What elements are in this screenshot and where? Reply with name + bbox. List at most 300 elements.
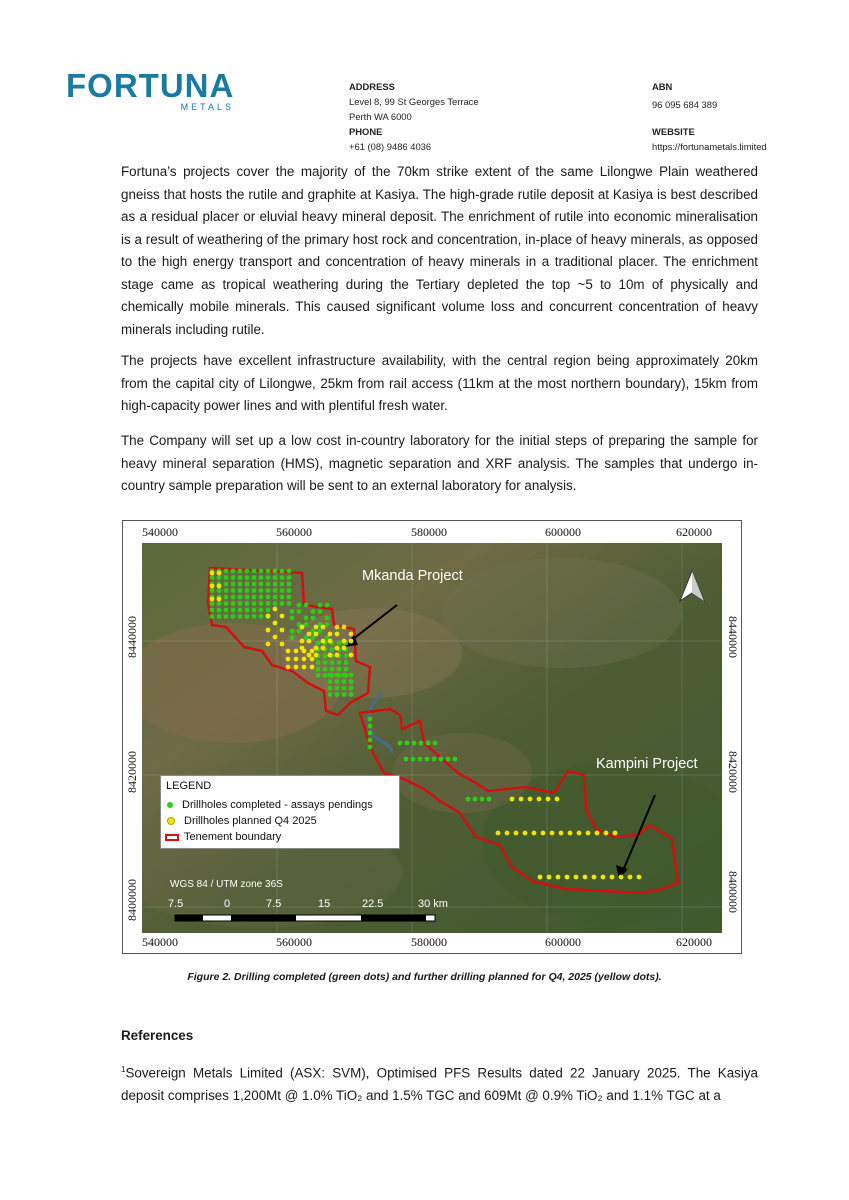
drillhole-completed-dot [266, 595, 271, 600]
x-tick-bottom-4: 600000 [545, 935, 581, 949]
drillhole-planned-dot [300, 625, 305, 630]
drillhole-planned-dot [302, 657, 307, 662]
drillhole-planned-dot [349, 632, 354, 637]
drillhole-planned-dot [528, 797, 533, 802]
drillhole-completed-dot [323, 660, 328, 665]
drillhole-completed-dot [411, 757, 416, 762]
drillhole-completed-dot [252, 614, 257, 619]
drillhole-completed-dot [238, 601, 243, 606]
reference-superscript: 1 [121, 1065, 126, 1074]
drillhole-completed-dot [316, 641, 321, 646]
drillhole-planned-dot [314, 632, 319, 637]
drillhole-completed-dot [337, 667, 342, 672]
scale-label-5: 22.5 [362, 898, 384, 910]
drillhole-completed-dot [224, 588, 229, 593]
drillhole-planned-dot [574, 875, 579, 880]
drillhole-completed-dot [323, 673, 328, 678]
legend-planned-label: Drillholes planned Q4 2025 [184, 815, 317, 827]
scale-bar [175, 915, 435, 921]
drillhole-completed-dot [217, 588, 222, 593]
drillhole-completed-dot [245, 601, 250, 606]
drillhole-planned-dot [210, 571, 215, 576]
drillhole-completed-dot [330, 647, 335, 652]
drillhole-completed-dot [217, 608, 222, 613]
drillhole-completed-dot [342, 692, 347, 697]
drillhole-planned-dot [314, 625, 319, 630]
drillhole-planned-dot [328, 639, 333, 644]
drillhole-completed-dot [311, 616, 316, 621]
header-address-block [349, 79, 479, 154]
drillhole-completed-dot [266, 588, 271, 593]
drillhole-completed-dot [330, 660, 335, 665]
drillhole-completed-dot [316, 673, 321, 678]
y-tick-right-1: 8440000 [726, 616, 740, 658]
yellow-dot-icon [167, 817, 175, 825]
abn-value: 96 095 684 389 [652, 99, 718, 110]
drillhole-completed-dot [304, 603, 309, 608]
drillhole-completed-dot [328, 692, 333, 697]
drillhole-completed-dot [245, 575, 250, 580]
drillhole-planned-dot [328, 653, 333, 658]
legend-row-completed [167, 798, 373, 812]
company-logo [66, 68, 246, 112]
drillhole-completed-dot [344, 654, 349, 659]
drillhole-completed-dot [259, 575, 264, 580]
drillhole-completed-dot [231, 595, 236, 600]
drillhole-planned-dot [546, 797, 551, 802]
drillhole-planned-dot [637, 875, 642, 880]
drillhole-completed-dot [266, 575, 271, 580]
drillhole-planned-dot [314, 653, 319, 658]
drillhole-completed-dot [245, 608, 250, 613]
green-dot-icon [167, 802, 173, 808]
drillhole-planned-dot [565, 875, 570, 880]
drillhole-completed-dot [318, 603, 323, 608]
y-tick-right-2: 8420000 [726, 751, 740, 793]
scale-label-1: 7.5 [168, 898, 184, 910]
legend-row-tenement [165, 830, 281, 844]
drillhole-completed-dot [480, 797, 485, 802]
x-tick-bottom-1: 540000 [142, 935, 178, 949]
website-link[interactable]: https://fortunametals.limited [652, 141, 767, 152]
drillhole-planned-dot [321, 639, 326, 644]
drillhole-planned-dot [547, 875, 552, 880]
drillhole-planned-dot [342, 625, 347, 630]
drillhole-completed-dot [238, 569, 243, 574]
x-tick-bottom-2: 560000 [276, 935, 312, 949]
drillhole-completed-dot [252, 569, 257, 574]
scale-label-3: 7.5 [266, 898, 282, 910]
drillhole-completed-dot [210, 614, 215, 619]
drillhole-completed-dot [419, 741, 424, 746]
drillhole-completed-dot [259, 601, 264, 606]
drillhole-planned-dot [286, 665, 291, 670]
drillhole-completed-dot [446, 757, 451, 762]
drillhole-completed-dot [217, 575, 222, 580]
legend-tenement-label: Tenement boundary [184, 831, 282, 843]
drillhole-completed-dot [238, 608, 243, 613]
drillhole-planned-dot [610, 875, 615, 880]
label-kampini-project: Kampini Project [596, 756, 698, 772]
drillhole-planned-dot [510, 797, 515, 802]
drillhole-completed-dot [297, 609, 302, 614]
legend-title: LEGEND [166, 780, 212, 792]
drillhole-planned-dot [310, 665, 315, 670]
drillhole-planned-dot [537, 797, 542, 802]
drillhole-completed-dot [287, 588, 292, 593]
drillhole-completed-dot [252, 588, 257, 593]
drillhole-completed-dot [328, 679, 333, 684]
drillhole-completed-dot [323, 667, 328, 672]
drillhole-completed-dot [259, 569, 264, 574]
drillhole-completed-dot [337, 660, 342, 665]
drillhole-completed-dot [330, 667, 335, 672]
drillhole-planned-dot [583, 875, 588, 880]
drillhole-completed-dot [231, 569, 236, 574]
drillhole-completed-dot [231, 582, 236, 587]
drillhole-completed-dot [433, 741, 438, 746]
drillhole-completed-dot [342, 679, 347, 684]
drillhole-planned-dot [273, 635, 278, 640]
drillhole-completed-dot [231, 575, 236, 580]
drillhole-planned-dot [266, 628, 271, 633]
drillhole-completed-dot [349, 686, 354, 691]
drillhole-completed-dot [210, 608, 215, 613]
drillhole-completed-dot [368, 745, 373, 750]
drillhole-planned-dot [349, 639, 354, 644]
drillhole-planned-dot [294, 649, 299, 654]
drillhole-planned-dot [541, 831, 546, 836]
drillhole-completed-dot [273, 582, 278, 587]
drillhole-planned-dot [601, 875, 606, 880]
drillhole-completed-dot [259, 588, 264, 593]
drillhole-completed-dot [280, 595, 285, 600]
drillhole-completed-dot [466, 797, 471, 802]
drillhole-completed-dot [231, 588, 236, 593]
drillhole-completed-dot [453, 757, 458, 762]
drillhole-completed-dot [311, 609, 316, 614]
drillhole-completed-dot [217, 614, 222, 619]
drillhole-planned-dot [294, 657, 299, 662]
x-tick-top-1: 540000 [142, 525, 178, 539]
drillhole-completed-dot [224, 575, 229, 580]
drillhole-planned-dot [505, 831, 510, 836]
drillhole-planned-dot [595, 831, 600, 836]
drillhole-planned-dot [286, 649, 291, 654]
drillhole-completed-dot [252, 601, 257, 606]
drillhole-planned-dot [523, 831, 528, 836]
drillhole-planned-dot [538, 875, 543, 880]
scale-label-2: 0 [224, 898, 231, 910]
paragraph-geology: Fortuna’s projects cover the majority of the 70km strike extent of the same Lilongwe Plain weathered gneiss that hosts the rutile and graphite at Kasiya. The high-grade rutile deposit at Kasiya is best described as a residual placer or eluvial heavy mineral deposit. The enrichment of rutile into economic mineralisation is a result of weathering of the primary host rock and concentration, in-place of heavy minerals, as opposed to the high energy transport and concentration of heavy minerals in a traditional placer. The enrichment stage came as tropical weathering during the Tertiary depleted the top ~5 to 10m of physically and chemically mobile minerals. This caused significant volume loss and concurrent concentration of heavy minerals including rutile. [121, 164, 758, 337]
drillhole-completed-dot [318, 629, 323, 634]
drillhole-completed-dot [287, 582, 292, 587]
drillhole-completed-dot [349, 673, 354, 678]
drillhole-planned-dot [321, 646, 326, 651]
drillhole-completed-dot [368, 738, 373, 743]
drillhole-completed-dot [266, 569, 271, 574]
y-tick-left-2: 8420000 [125, 751, 139, 793]
drillhole-completed-dot [266, 582, 271, 587]
drillhole-planned-dot [302, 649, 307, 654]
drillhole-planned-dot [217, 584, 222, 589]
drillhole-planned-dot [273, 621, 278, 626]
drillhole-completed-dot [280, 601, 285, 606]
drillhole-completed-dot [280, 569, 285, 574]
drillhole-completed-dot [259, 582, 264, 587]
drillhole-completed-dot [224, 601, 229, 606]
drillhole-planned-dot [280, 614, 285, 619]
x-tick-bottom-3: 580000 [411, 935, 447, 949]
website-label: WEBSITE [652, 126, 695, 137]
drillhole-completed-dot [325, 616, 330, 621]
paragraph-laboratory: The Company will set up a low cost in-country laboratory for the initial steps of preparing the sample for heavy mineral separation (HMS), magnetic separation and XRF analysis. The samples that undergo in-country sample preparation will be sent to an external laboratory for analysis. [121, 433, 758, 493]
drillhole-completed-dot [224, 582, 229, 587]
drillhole-completed-dot [439, 757, 444, 762]
drillhole-completed-dot [224, 569, 229, 574]
drillhole-completed-dot [297, 603, 302, 608]
drillhole-planned-dot [335, 653, 340, 658]
drillhole-completed-dot [252, 608, 257, 613]
drillhole-planned-dot [266, 614, 271, 619]
drillhole-completed-dot [266, 608, 271, 613]
drillhole-planned-dot [280, 642, 285, 647]
drillhole-completed-dot [252, 575, 257, 580]
drillhole-planned-dot [342, 639, 347, 644]
drillhole-completed-dot [432, 757, 437, 762]
drillhole-completed-dot [273, 588, 278, 593]
drillhole-completed-dot [349, 692, 354, 697]
drillhole-completed-dot [323, 654, 328, 659]
phone-value: +61 (08) 9486 4036 [349, 141, 432, 152]
drillhole-completed-dot [349, 679, 354, 684]
legend-row-planned [167, 814, 317, 828]
drillhole-completed-dot [325, 603, 330, 608]
x-tick-top-4: 600000 [545, 525, 581, 539]
drillhole-completed-dot [398, 741, 403, 746]
drillhole-planned-dot [349, 653, 354, 658]
logo-wordmark: FORTUNA [66, 67, 235, 104]
map-legend [160, 775, 400, 849]
drillhole-completed-dot [290, 616, 295, 621]
drillhole-completed-dot [342, 673, 347, 678]
address-line-1: Level 8, 99 St Georges Terrace [349, 96, 479, 107]
drillhole-completed-dot [224, 614, 229, 619]
drillhole-completed-dot [368, 717, 373, 722]
drillhole-completed-dot [328, 686, 333, 691]
x-tick-bottom-5: 620000 [676, 935, 712, 949]
drillhole-completed-dot [335, 686, 340, 691]
drillhole-planned-dot [556, 875, 561, 880]
drillhole-planned-dot [592, 875, 597, 880]
drillhole-completed-dot [280, 588, 285, 593]
drillhole-planned-dot [210, 584, 215, 589]
drillhole-completed-dot [210, 601, 215, 606]
drillhole-completed-dot [335, 692, 340, 697]
drillhole-planned-dot [314, 646, 319, 651]
drillhole-completed-dot [368, 724, 373, 729]
drillhole-completed-dot [290, 629, 295, 634]
drillhole-planned-dot [568, 831, 573, 836]
drillhole-completed-dot [287, 595, 292, 600]
drillhole-planned-dot [294, 665, 299, 670]
drillhole-completed-dot [344, 667, 349, 672]
drillhole-completed-dot [252, 582, 257, 587]
x-tick-top-5: 620000 [676, 525, 712, 539]
drillhole-planned-dot [310, 649, 315, 654]
scale-label-4: 15 [318, 898, 331, 910]
drillhole-planned-dot [619, 875, 624, 880]
y-tick-left-1: 8440000 [125, 616, 139, 658]
drillhole-completed-dot [224, 608, 229, 613]
drillhole-completed-dot [405, 741, 410, 746]
drillhole-planned-dot [307, 653, 312, 658]
header-abn-block [652, 79, 767, 154]
drillhole-completed-dot [245, 614, 250, 619]
drillhole-planned-dot [273, 607, 278, 612]
drillhole-completed-dot [280, 582, 285, 587]
drillhole-completed-dot [325, 622, 330, 627]
drillhole-completed-dot [259, 614, 264, 619]
drillhole-completed-dot [238, 575, 243, 580]
satellite-map [142, 543, 722, 933]
references-heading: References [121, 1028, 194, 1043]
drillhole-completed-dot [297, 629, 302, 634]
coordinate-system-label: WGS 84 / UTM zone 36S [170, 879, 283, 890]
x-tick-top-2: 560000 [276, 525, 312, 539]
drillhole-completed-dot [210, 588, 215, 593]
drillhole-planned-dot [335, 632, 340, 637]
drillhole-completed-dot [252, 595, 257, 600]
phone-label: PHONE [349, 126, 383, 137]
drillhole-completed-dot [210, 575, 215, 580]
drillhole-planned-dot [532, 831, 537, 836]
drillhole-completed-dot [335, 679, 340, 684]
drillhole-planned-dot [577, 831, 582, 836]
drillhole-completed-dot [273, 601, 278, 606]
drillhole-planned-dot [514, 831, 519, 836]
y-tick-right-3: 8400000 [726, 871, 740, 913]
drillhole-completed-dot [316, 660, 321, 665]
drillhole-completed-dot [316, 667, 321, 672]
drillhole-completed-dot [238, 614, 243, 619]
drillhole-completed-dot [287, 575, 292, 580]
reference-1 [121, 1059, 758, 1107]
scale-label-6: 30 km [418, 898, 448, 910]
drillhole-planned-dot [217, 571, 222, 576]
drillhole-planned-dot [586, 831, 591, 836]
drillhole-completed-dot [245, 595, 250, 600]
drillhole-planned-dot [328, 632, 333, 637]
drillhole-completed-dot [224, 595, 229, 600]
drillhole-completed-dot [273, 575, 278, 580]
drillhole-planned-dot [321, 625, 326, 630]
drillhole-planned-dot [210, 597, 215, 602]
red-box-icon [165, 834, 179, 841]
drillhole-planned-dot [280, 628, 285, 633]
legend-completed-label: Drillholes completed - assays pendings [182, 799, 373, 811]
paragraph-infrastructure: The projects have excellent infrastructure availability, with the central region being approximately 20km from the capital city of Lilongwe, 25km from rail access (11km at the most northern boundary), 15km from high-capacity power lines and with plentiful fresh water. [121, 353, 758, 413]
drillhole-completed-dot [318, 609, 323, 614]
drillhole-completed-dot [217, 601, 222, 606]
drillhole-planned-dot [307, 632, 312, 637]
drillhole-completed-dot [280, 575, 285, 580]
drillhole-completed-dot [245, 582, 250, 587]
drillhole-planned-dot [628, 875, 633, 880]
drillhole-planned-dot [302, 665, 307, 670]
drillhole-completed-dot [487, 797, 492, 802]
drillhole-completed-dot [266, 601, 271, 606]
drillhole-completed-dot [287, 569, 292, 574]
drillhole-planned-dot [310, 657, 315, 662]
drillhole-completed-dot [473, 797, 478, 802]
drillhole-completed-dot [426, 741, 431, 746]
drillhole-planned-dot [519, 797, 524, 802]
figure-caption: Figure 2. Drilling completed (green dots) and further drilling planned for Q4, 2025 (yellow dots). [187, 971, 662, 983]
drillhole-completed-dot [412, 741, 417, 746]
drillhole-completed-dot [238, 582, 243, 587]
drillhole-completed-dot [259, 608, 264, 613]
drillhole-planned-dot [307, 639, 312, 644]
drillhole-completed-dot [418, 757, 423, 762]
drillhole-completed-dot [335, 673, 340, 678]
drillhole-completed-dot [290, 635, 295, 640]
drillhole-completed-dot [425, 757, 430, 762]
drillhole-completed-dot [273, 569, 278, 574]
drillhole-completed-dot [231, 608, 236, 613]
drillhole-completed-dot [304, 622, 309, 627]
drillhole-planned-dot [286, 657, 291, 662]
abn-label: ABN [652, 81, 673, 92]
drillhole-completed-dot [231, 614, 236, 619]
drillhole-completed-dot [238, 595, 243, 600]
drillhole-completed-dot [238, 588, 243, 593]
drillhole-completed-dot [273, 595, 278, 600]
address-label: ADDRESS [349, 81, 395, 92]
drillhole-planned-dot [604, 831, 609, 836]
drillhole-completed-dot [304, 616, 309, 621]
drillhole-planned-dot [496, 831, 501, 836]
address-line-2: Perth WA 6000 [349, 111, 412, 122]
drillhole-planned-dot [613, 831, 618, 836]
drillhole-planned-dot [266, 642, 271, 647]
drillhole-planned-dot [559, 831, 564, 836]
drillhole-planned-dot [217, 597, 222, 602]
drillhole-completed-dot [344, 660, 349, 665]
drillhole-planned-dot [342, 646, 347, 651]
reference-1-text: Sovereign Metals Limited (ASX: SVM), Optimised PFS Results dated 22 January 2025. The Kasiya deposit comprises 1,200Mt @ 1.0% TiO₂ and 1.5% TGC and 609Mt @ 0.9% TiO₂ and 1.1% TGC at a [121, 1065, 758, 1103]
x-tick-top-3: 580000 [411, 525, 447, 539]
drillhole-completed-dot [328, 673, 333, 678]
drillhole-completed-dot [287, 601, 292, 606]
drillhole-completed-dot [259, 595, 264, 600]
drillhole-completed-dot [290, 609, 295, 614]
logo-subtitle: METALS [180, 102, 234, 112]
y-tick-left-3: 8400000 [125, 879, 139, 921]
drillhole-completed-dot [245, 569, 250, 574]
drillhole-planned-dot [550, 831, 555, 836]
drillhole-completed-dot [337, 641, 342, 646]
drillhole-planned-dot [335, 646, 340, 651]
drillhole-completed-dot [342, 686, 347, 691]
drillhole-completed-dot [245, 588, 250, 593]
drillhole-planned-dot [300, 639, 305, 644]
label-mkanda-project: Mkanda Project [362, 568, 463, 584]
drillhole-planned-dot [335, 625, 340, 630]
drillhole-completed-dot [368, 731, 373, 736]
drillhole-completed-dot [404, 757, 409, 762]
drillhole-planned-dot [555, 797, 560, 802]
